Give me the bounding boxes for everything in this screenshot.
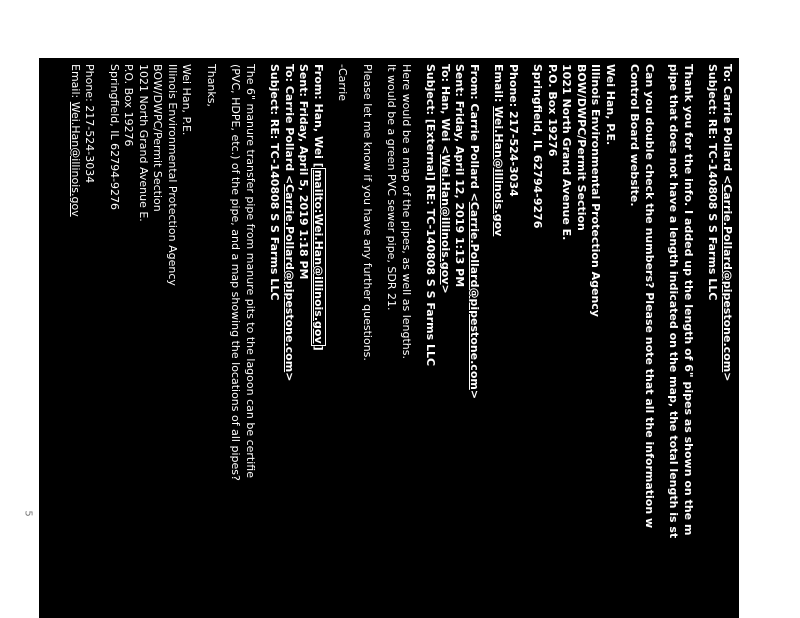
msg2-to-email-link[interactable]: Wei.Han@illinois.gov xyxy=(439,154,452,285)
signature-line: BOW/DWPC/Permit Section xyxy=(151,64,165,212)
msg3-to-email-link[interactable]: Carrie.Pollard@pipestone.com xyxy=(283,184,296,373)
signature-email: Email: Wei.Han@illinois.gov xyxy=(492,64,506,237)
signature-line: Springfield, IL 62794-9276 xyxy=(108,64,121,211)
reply-subject-line: Subject: RE: TC-140808 S S Farms LLC xyxy=(706,64,720,301)
signature-line: 1021 North Grand Avenue E. xyxy=(560,64,574,241)
msg2-body-line: It would be a green PVC sewer pipe, SDR 21. xyxy=(385,64,399,311)
msg2-to-line: To: Han, Wei <Wei.Han@illinois.gov> xyxy=(439,64,452,294)
msg3-subject-line: Subject: RE: TC-140808 S S Farms LLC xyxy=(268,64,282,301)
signature-phone: Phone: 217-524-3034 xyxy=(83,64,97,184)
msg3-body-line: (PVC, HDPE, etc.) of the pipe, and a map showing the locations of all pipes? xyxy=(229,64,243,481)
reply-body-line: pipe that does not have a length indicated on the map, the total length is st xyxy=(667,64,681,539)
msg3-thanks: Thanks, xyxy=(205,64,218,108)
reply-body-line: Can you double check the numbers? Please note that all the information w xyxy=(643,64,656,529)
reply-body-line: Control Board website. xyxy=(628,64,642,207)
msg2-body-line: Please let me know if you have any further questions. xyxy=(361,64,374,361)
msg2-body-line: Here would be a map of the pipes, as well as lengths. xyxy=(400,64,413,359)
signature-email: Email: Wei.Han@illinois.gov xyxy=(69,64,82,217)
reply-body-line: Thank you for the info. I added up the length of 6" pipes as shown on the m xyxy=(682,64,695,536)
msg3-mailto-link[interactable]: mailto:Wei.Han@illinois.gov xyxy=(312,169,325,344)
reply-to-line: To: Carrie Pollard <Carrie.Pollard@pipestone.com> xyxy=(721,64,734,382)
msg2-from-line: From: Carrie Pollard <Carrie.Pollard@pipestone.com> xyxy=(468,64,481,400)
msg2-sent-line: Sent: Friday, April 12, 2019 1:13 PM xyxy=(453,64,467,288)
signature-line: Illinois Environmental Protection Agency xyxy=(589,64,603,317)
scanned-page xyxy=(39,58,739,618)
signature-line: Wei Han, P.E. xyxy=(604,64,617,146)
signature-line: 1021 North Grand Avenue E. xyxy=(137,64,150,222)
msg2-from-email-link[interactable]: Carrie.Pollard@pipestone.com xyxy=(468,201,481,390)
msg3-sent-line: Sent: Friday, April 5, 2019 1:18 PM xyxy=(297,64,311,280)
msg3-body-line: The 6" manure transfer pipe from manure pits to the lagoon can be certifie xyxy=(244,64,257,478)
msg3-to-line: To: Carrie Pollard <Carrie.Pollard@pipestone.com> xyxy=(283,64,296,382)
signature-line: Wei Han, P.E. xyxy=(180,64,194,136)
msg3-from-line: From: Han, Wei [mailto:Wei.Han@illinois.gov] xyxy=(312,64,325,351)
signature-line: Illinois Environmental Protection Agency xyxy=(166,64,179,286)
signature-line: BOW/DWPC/Permit Section xyxy=(575,64,588,231)
msg2-subject-line: Subject: [External] RE: TC-140808 S S Farms LLC xyxy=(424,64,438,367)
reply-to-email-link[interactable]: Carrie.Pollard@pipestone.com xyxy=(721,184,734,373)
signature-email-link[interactable]: Wei.Han@illinois.gov xyxy=(492,106,506,237)
signature-phone: Phone: 217-524-3034 xyxy=(507,64,520,197)
signature-email-link[interactable]: Wei.Han@illinois.gov xyxy=(69,101,82,217)
msg2-signoff: -Carrie xyxy=(336,64,350,102)
page-number: 5 xyxy=(22,510,34,517)
signature-line: Springfield, IL 62794-9276 xyxy=(531,64,545,229)
email-thread xyxy=(39,58,739,618)
signature-line: P.O. Box 19276 xyxy=(546,64,559,157)
signature-line: P.O. Box 19276 xyxy=(122,64,136,147)
